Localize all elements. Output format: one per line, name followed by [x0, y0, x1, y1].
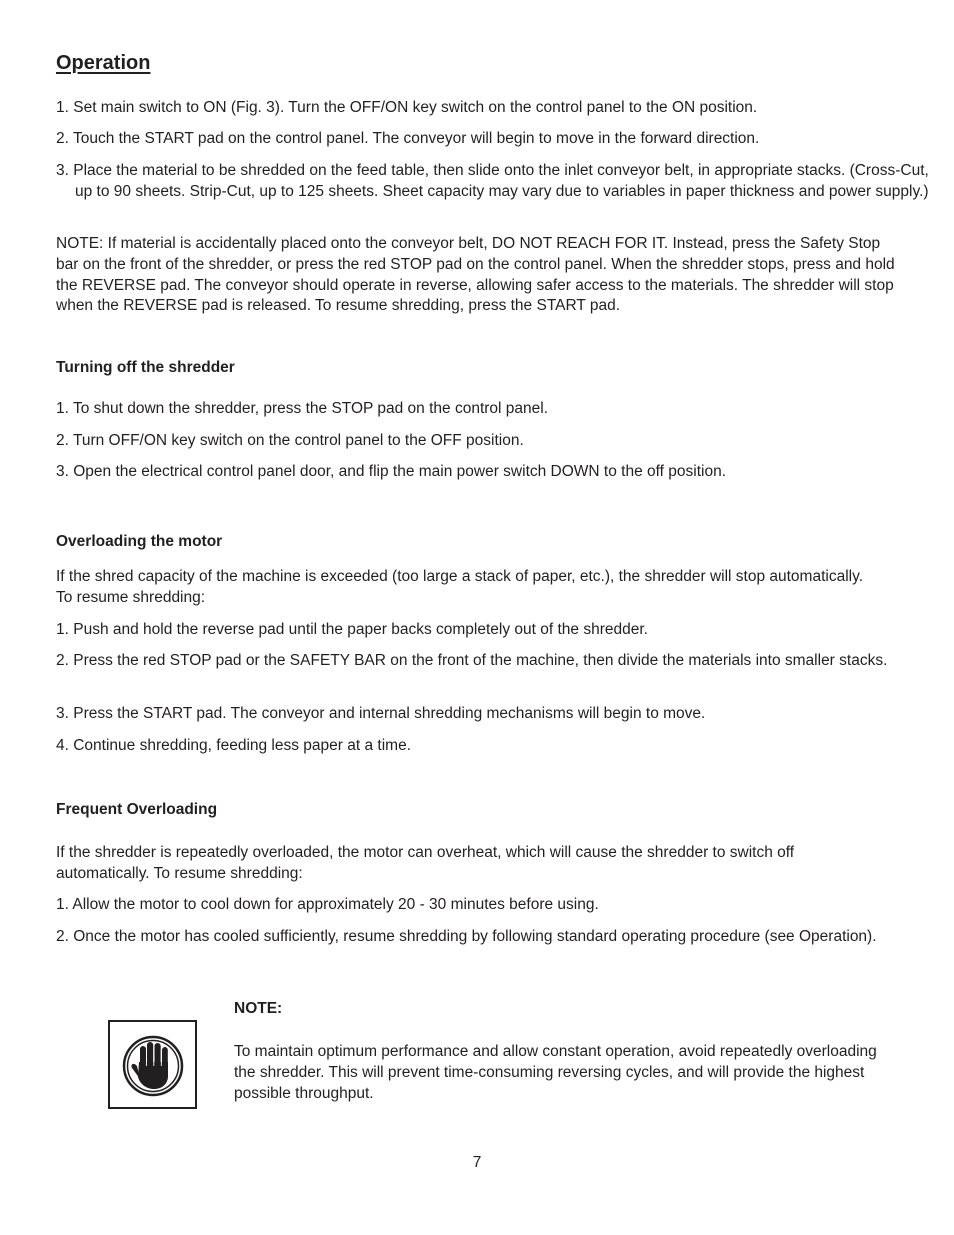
- overloading-step-3: 3. Press the START pad. The conveyor and internal shredding mechanisms will begin to move.: [56, 705, 706, 722]
- operation-step-2: 2. Touch the START pad on the control panel. The conveyor will begin to move in the forward direction.: [56, 130, 760, 147]
- turning-off-step-1: 1. To shut down the shredder, press the STOP pad on the control panel.: [56, 400, 549, 417]
- turning-off-heading: Turning off the shredder: [56, 359, 235, 376]
- note-icon-box: [108, 1020, 197, 1109]
- note-text: To maintain optimum performance and allow constant operation, avoid repeatedly overloading the shredder. This will prevent time-consuming reversing cycles, and will provide the highest possible throughput.: [234, 1043, 877, 1102]
- page-title: Operation: [56, 52, 151, 74]
- frequent-heading: Frequent Overloading: [56, 801, 218, 818]
- frequent-intro: If the shredder is repeatedly overloaded, the motor can overheat, which will cause the shredder to switch off automatically. To resume shredding:: [56, 844, 795, 882]
- operation-step-3: 3. Place the material to be shredded on the feed table, then slide onto the inlet conveyor belt, in appropriate stacks. (Cross-Cut, up to 90 sheets. Strip-Cut, up to 125 sheets. Sheet capacity may vary due to variables in paper thickness and power supply.): [56, 162, 929, 200]
- overloading-intro: If the shred capacity of the machine is exceeded (too large a stack of paper, etc.), the shredder will stop automatically. To resume shredding:: [56, 568, 863, 606]
- turning-off-step-2: 2. Turn OFF/ON key switch on the control panel to the OFF position.: [56, 432, 524, 449]
- overloading-heading: Overloading the motor: [56, 533, 223, 550]
- operation-note: NOTE: If material is accidentally placed onto the conveyor belt, DO NOT REACH FOR IT. Instead, press the Safety Stop bar on the front of the shredder, or press the red STOP pad on the control panel. When the shredder stops, press and hold the REVERSE pad. The conveyor should operate in reverse, allowing safer access to the materials. The shredder will stop when the REVERSE pad is released. To resume shredding, press the START pad.: [56, 235, 895, 315]
- note-heading: NOTE:: [234, 1000, 283, 1017]
- frequent-step-2: 2. Once the motor has cooled sufficiently, resume shredding by following standard operating procedure (see Operation).: [56, 928, 877, 945]
- page-number: 7: [472, 1154, 482, 1171]
- stop-hand-icon: [110, 1022, 195, 1107]
- turning-off-step-3: 3. Open the electrical control panel door, and flip the main power switch DOWN to the off position.: [56, 463, 727, 480]
- operation-step-1: 1. Set main switch to ON (Fig. 3). Turn the OFF/ON key switch on the control panel to the ON position.: [56, 99, 758, 116]
- overloading-step-2: 2. Press the red STOP pad or the SAFETY BAR on the front of the machine, then divide the materials into smaller stacks.: [56, 652, 888, 669]
- overloading-step-1: 1. Push and hold the reverse pad until the paper backs completely out of the shredder.: [56, 621, 648, 638]
- frequent-step-1: 1. Allow the motor to cool down for approximately 20 - 30 minutes before using.: [56, 896, 599, 913]
- overloading-step-4: 4. Continue shredding, feeding less paper at a time.: [56, 737, 412, 754]
